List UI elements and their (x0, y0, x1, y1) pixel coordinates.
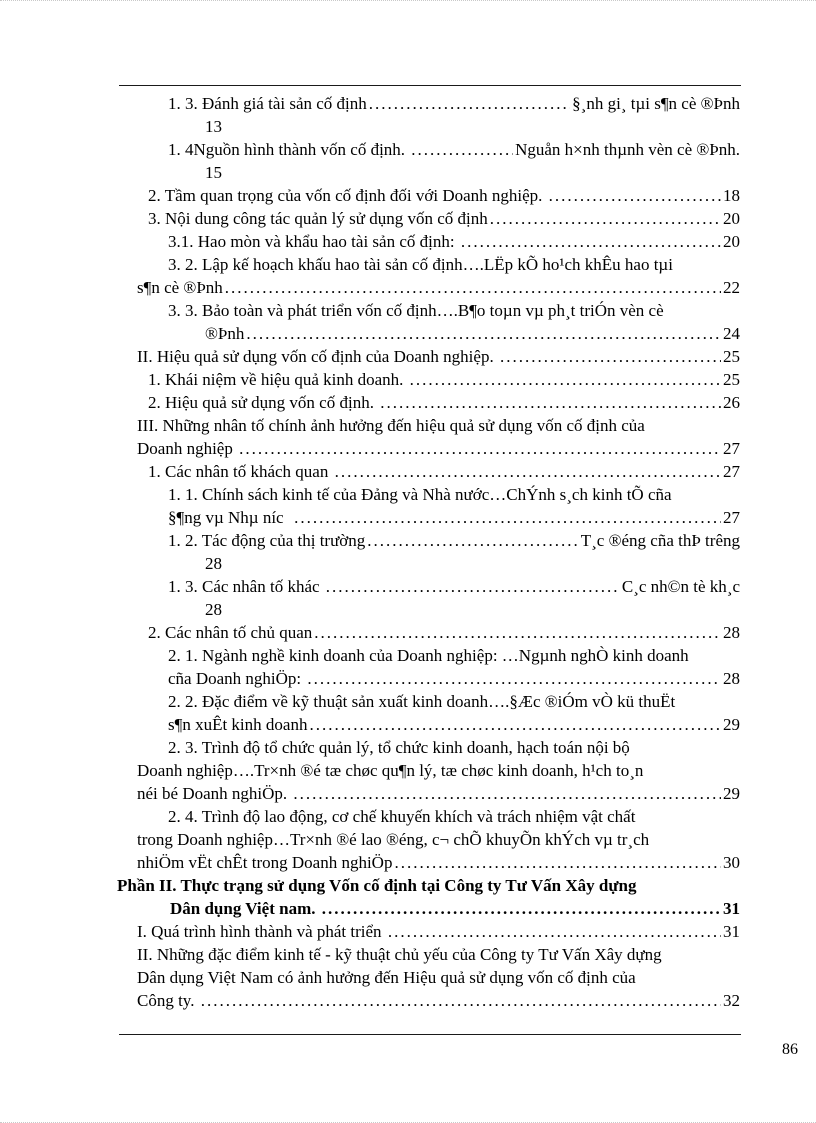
toc-line-text: 28 (205, 554, 222, 573)
toc-line (117, 805, 740, 828)
toc-page-number: 20 (723, 209, 740, 228)
toc-line (117, 782, 740, 805)
dot-leader (411, 138, 513, 161)
toc-line (117, 368, 740, 391)
toc-page-number: 28 (723, 669, 740, 688)
page-edge-top (0, 0, 816, 1)
toc-line (117, 897, 740, 920)
toc-line (117, 437, 740, 460)
toc-line (117, 483, 740, 506)
toc-line (117, 552, 740, 575)
toc-line-text: 2. Các nhân tố chủ quan (148, 623, 313, 642)
toc-line-text: Dân dụng Việt Nam có ảnh hưởng đến Hiệu quả sử dụng vốn cố định của (137, 968, 636, 987)
toc-line (117, 276, 740, 299)
toc-line-text: §¶ng vµ Nhµ níc (168, 508, 293, 527)
toc-line (117, 644, 740, 667)
toc-line (117, 138, 740, 161)
toc-line-text: 3. 3. Bảo toàn và phát triển vốn cố định….B¶o toµn vµ ph¸t triÓn vèn cè (168, 301, 664, 320)
toc-line-text: I. Quá trình hình thành và phát triển (137, 922, 386, 941)
toc-line-text: Doanh nghiệp….Tr×nh ®é tæ chøc qu¶n lý, tæ chøc kinh doanh, h¹ch to¸n (137, 761, 644, 780)
toc-line (117, 322, 740, 345)
toc-page-number: 32 (723, 991, 740, 1010)
footer-page-number: 86 (782, 1041, 798, 1058)
toc-line (117, 161, 740, 184)
toc-line (117, 414, 740, 437)
toc-page-number: 29 (723, 784, 740, 803)
toc-line (117, 943, 740, 966)
toc-page-number: 24 (723, 324, 740, 343)
toc-line (117, 391, 740, 414)
toc-line (117, 184, 740, 207)
toc-line (117, 966, 740, 989)
toc-line-tail: C¸c nh©n tè kh¸c (621, 577, 740, 596)
toc-line-tail: §¸nh gi¸ tµi s¶n cè ®Þnh (572, 94, 740, 113)
dot-leader (369, 92, 570, 115)
dot-leader (307, 667, 721, 690)
dot-leader (326, 575, 620, 598)
toc-line-text: trong Doanh nghiệp…Tr×nh ®é lao ®éng, c¬ chÕ khuyÕn khÝch vµ tr¸ch (137, 830, 650, 849)
toc-page-number: 27 (723, 508, 740, 527)
toc-line-text: 2. 2. Đặc điểm về kỹ thuật sản xuất kinh doanh….§Æc ®iÓm vÒ kü thuËt (168, 692, 676, 711)
toc-line-text: nhiÖm vËt chÊt trong Doanh nghiÖp (137, 853, 393, 872)
toc-line (117, 598, 740, 621)
toc-line (117, 920, 740, 943)
toc-line-text: Dân dụng Việt nam. (170, 899, 320, 918)
dot-leader (394, 851, 721, 874)
toc-line (117, 621, 740, 644)
toc-line-text: 1. Các nhân tố khách quan (148, 462, 333, 481)
dot-leader (314, 621, 721, 644)
toc-line (117, 575, 740, 598)
toc-line (117, 345, 740, 368)
toc-page-number: 27 (723, 462, 740, 481)
toc-line (117, 874, 740, 897)
toc-page-number: 27 (723, 439, 740, 458)
toc-page-number: 20 (723, 232, 740, 251)
toc-line-text: 1. Khái niệm về hiệu quả kinh doanh. (148, 370, 408, 389)
header-rule (119, 85, 741, 86)
toc-line-text: s¶n cè ®Þnh (137, 278, 223, 297)
toc-line (117, 460, 740, 483)
toc-line-text: 1. 2. Tác động của thị trường (168, 531, 366, 550)
toc-line-text: 3.1. Hao mòn và khẩu hao tài sản cố định: (168, 232, 459, 251)
toc-line (117, 207, 740, 230)
toc-page-number: 18 (723, 186, 740, 205)
toc-line-text: 2. Tầm quan trọng của vốn cố định đối với Doanh nghiệp. (148, 186, 547, 205)
toc-line-text: II. Hiệu quả sử dụng vốn cố định của Doanh nghiệp. (137, 347, 498, 366)
toc-line-text: 1. 4Nguồn hình thành vốn cố định. (168, 140, 410, 159)
dot-leader (309, 713, 721, 736)
toc-line-text: Công ty. (137, 991, 199, 1010)
dot-leader (500, 345, 721, 368)
toc-line (117, 989, 740, 1012)
toc-line-text: 2. 1. Ngành nghề kinh doanh của Doanh nghiệp: …Ngµnh nghÒ kinh doanh (168, 646, 689, 665)
toc-line-text: 2. 4. Trình độ lao động, cơ chế khuyến khích và trách nhiệm vật chất (168, 807, 636, 826)
toc-line (117, 299, 740, 322)
toc-line-text: Doanh nghiệp (137, 439, 238, 458)
toc-line-text: 2. Hiệu quả sử dụng vốn cố định. (148, 393, 379, 412)
toc-page-number: 26 (723, 393, 740, 412)
toc-page-number: 28 (723, 623, 740, 642)
toc-page-number: 29 (723, 715, 740, 734)
toc-line-tail: T¸c ®éng cña thÞ trêng (580, 531, 740, 550)
dot-leader (461, 230, 721, 253)
dot-leader (294, 506, 721, 529)
toc-line-text: 13 (205, 117, 222, 136)
toc-page-number: 25 (723, 347, 740, 366)
dot-leader (246, 322, 721, 345)
dot-leader (293, 782, 721, 805)
toc-line (117, 851, 740, 874)
toc-page-number: 30 (723, 853, 740, 872)
toc-line-text: 1. 3. Các nhân tố khác (168, 577, 324, 596)
dot-leader (367, 529, 578, 552)
toc-page-number: 31 (723, 922, 740, 941)
dot-leader (410, 368, 721, 391)
toc-line (117, 713, 740, 736)
toc-line-text: s¶n xuÊt kinh doanh (168, 715, 308, 734)
toc-line-text: ®Þnh (205, 324, 245, 343)
toc-line-tail: Nguån h×nh thµnh vèn cè ®Þnh. (515, 140, 740, 159)
dot-leader (388, 920, 721, 943)
dot-leader (549, 184, 721, 207)
toc-page-number: 22 (723, 278, 740, 297)
toc-page-number: 31 (723, 899, 740, 918)
dot-leader (335, 460, 721, 483)
dot-leader (239, 437, 721, 460)
toc-line-text: 1. 1. Chính sách kinh tế của Đảng và Nhà nước…ChÝnh s¸ch kinh tÕ cña (168, 485, 672, 504)
toc-line (117, 690, 740, 713)
toc-line (117, 230, 740, 253)
toc-line-text: 2. 3. Trình độ tổ chức quản lý, tổ chức kinh doanh, hạch toán nội bộ (168, 738, 630, 757)
toc-line-text: II. Những đặc điểm kinh tế - kỹ thuật chủ yếu của Công ty Tư Vấn Xây dựng (137, 945, 662, 964)
toc-line-text: 3. Nội dung công tác quản lý sử dụng vốn cố định (148, 209, 488, 228)
toc-line (117, 759, 740, 782)
toc-line (117, 506, 740, 529)
toc-page-number: 25 (723, 370, 740, 389)
dot-leader (201, 989, 721, 1012)
dot-leader (380, 391, 721, 414)
dot-leader (225, 276, 721, 299)
toc-line (117, 529, 740, 552)
toc-line-text: néi bé Doanh nghiÖp. (137, 784, 292, 803)
dot-leader (490, 207, 721, 230)
toc-line (117, 736, 740, 759)
toc-line-text: cña Doanh nghiÖp: (168, 669, 306, 688)
dot-leader (322, 897, 721, 920)
toc-line (117, 253, 740, 276)
toc (117, 92, 740, 1012)
toc-line (117, 92, 740, 115)
toc-line (117, 115, 740, 138)
toc-line (117, 667, 740, 690)
toc-line-text: Phần II. Thực trạng sử dụng Vốn cố định tại Công ty Tư Vấn Xây dựng (117, 876, 637, 895)
footer-rule (119, 1034, 741, 1035)
toc-line-text: 15 (205, 163, 222, 182)
toc-line-text: 1. 3. Đánh giá tài sản cố định (168, 94, 367, 113)
toc-line-text: 28 (205, 600, 222, 619)
toc-line (117, 828, 740, 851)
toc-line-text: 3. 2. Lập kế hoạch khấu hao tài sản cố định….LËp kÕ ho¹ch khÊu hao tµi (168, 255, 673, 274)
toc-line-text: III. Những nhân tố chính ảnh hưởng đến hiệu quả sử dụng vốn cố định của (137, 416, 645, 435)
